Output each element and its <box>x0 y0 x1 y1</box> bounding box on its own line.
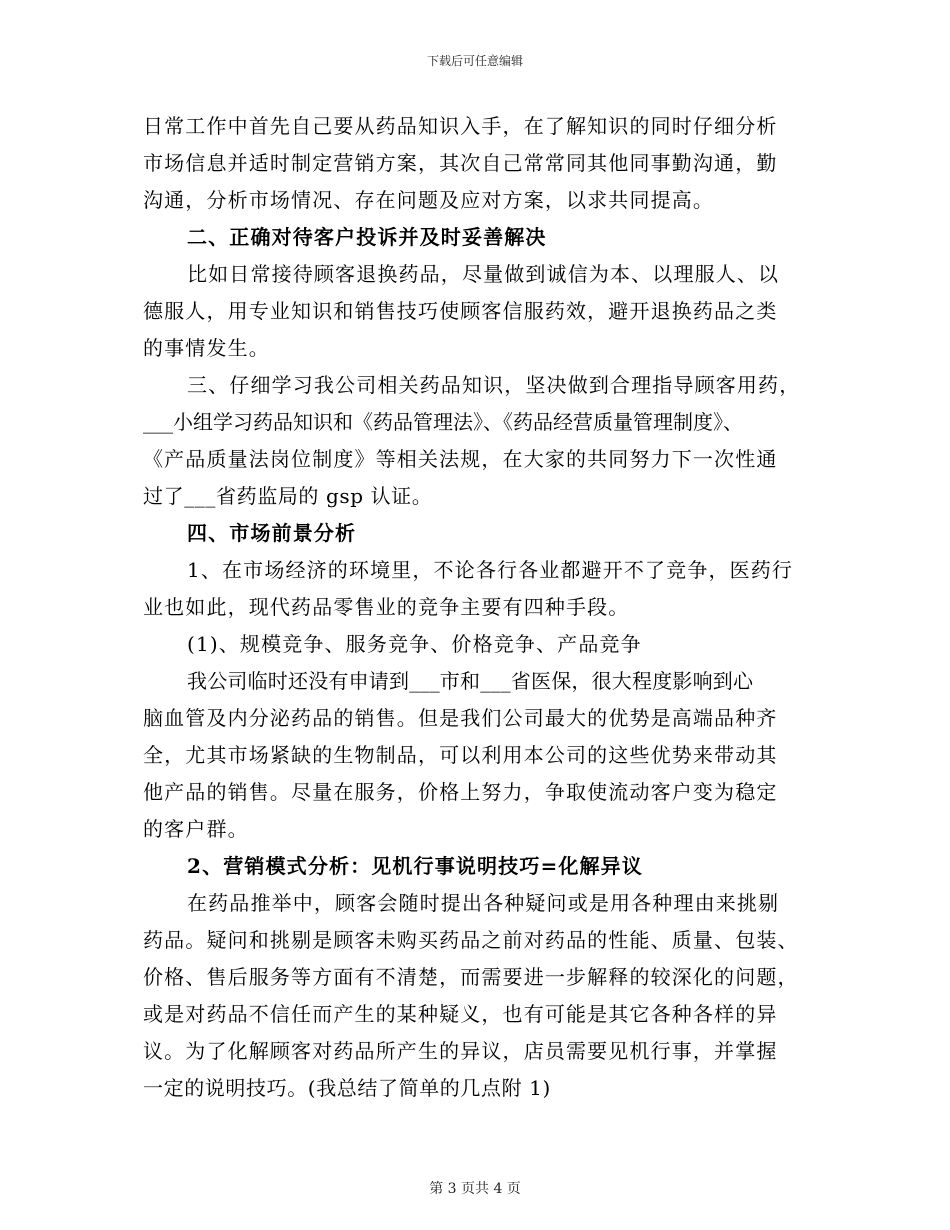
paragraph-line: 在药品推举中，顾客会随时提出各种疑问或是用各种理由来挑剔 <box>187 891 780 915</box>
page-header: 下载后可任意编辑 <box>426 54 523 68</box>
section-heading: 四、市场前景分析 <box>187 521 357 545</box>
paragraph-line: 日常工作中首先自己要从药品知识入手，在了解知识的同时仔细分析 <box>143 114 778 138</box>
paragraph-line: ___小组学习药品知识和《药品管理法》、《药品经营质量管理制度》、 <box>143 410 743 434</box>
paragraph-line: 三、仔细学习我公司相关药品知识，坚决做到合理指导顾客用药， <box>187 373 801 397</box>
document-body <box>143 108 813 1107</box>
paragraph-line: 比如日常接待顾客退换药品，尽量做到诚信为本、以理服人、以 <box>187 262 780 286</box>
paragraph-line: (1)、规模竞争、服务竞争、价格竞争、产品竞争 <box>187 632 642 656</box>
paragraph-line: 我公司临时还没有申请到___市和___省医保，很大程度影响到心 <box>187 669 754 693</box>
paragraph-line: 药品。疑问和挑剔是顾客未购买药品之前对药品的性能、质量、包装、 <box>143 928 799 952</box>
paragraph-line: 市场信息并适时制定营销方案，其次自己常常同其他同事勤沟通，勤 <box>143 151 778 175</box>
paragraph-line: 过了___省药监局的 gsp 认证。 <box>143 484 433 508</box>
section-heading: 2、营销模式分析：见机行事说明技巧=化解异议 <box>187 854 643 878</box>
paragraph-line: 业也如此，现代药品零售业的竞争主要有四种手段。 <box>143 595 630 619</box>
paragraph-line: 沟通，分析市场情况、存在问题及应对方案，以求共同提高。 <box>143 188 715 212</box>
paragraph-line: 脑血管及内分泌药品的销售。但是我们公司最大的优势是高端品种齐 <box>143 706 778 730</box>
section-heading: 二、正确对待客户投诉并及时妥善解决 <box>187 225 547 249</box>
paragraph-line: 的事情发生。 <box>143 336 270 360</box>
page-footer: 第 3 页共 4 页 <box>429 1181 521 1197</box>
paragraph-line: 1、在市场经济的环境里，不论各行各业都避开不了竞争，医药行 <box>187 558 794 582</box>
paragraph-line: 德服人，用专业知识和销售技巧使顾客信服药效，避开退换药品之类 <box>143 299 778 323</box>
paragraph-line: 的客户群。 <box>143 817 249 841</box>
paragraph-line: 全，尤其市场紧缺的生物制品，可以利用本公司的这些优势来带动其 <box>143 743 778 767</box>
paragraph-line: 议。为了化解顾客对药品所产生的异议，店员需要见机行事，并掌握 <box>143 1039 778 1063</box>
paragraph-line: 价格、售后服务等方面有不清楚，而需要进一步解释的较深化的问题， <box>143 965 799 989</box>
paragraph-line: 一定的说明技巧。(我总结了简单的几点附 1) <box>143 1076 551 1100</box>
paragraph-line: 或是对药品不信任而产生的某种疑义，也有可能是其它各种各样的异 <box>143 1002 778 1026</box>
paragraph-line: 他产品的销售。尽量在服务，价格上努力，争取使流动客户变为稳定 <box>143 780 778 804</box>
paragraph-line: 《产品质量法岗位制度》等相关法规，在大家的共同努力下一次性通 <box>143 447 778 471</box>
